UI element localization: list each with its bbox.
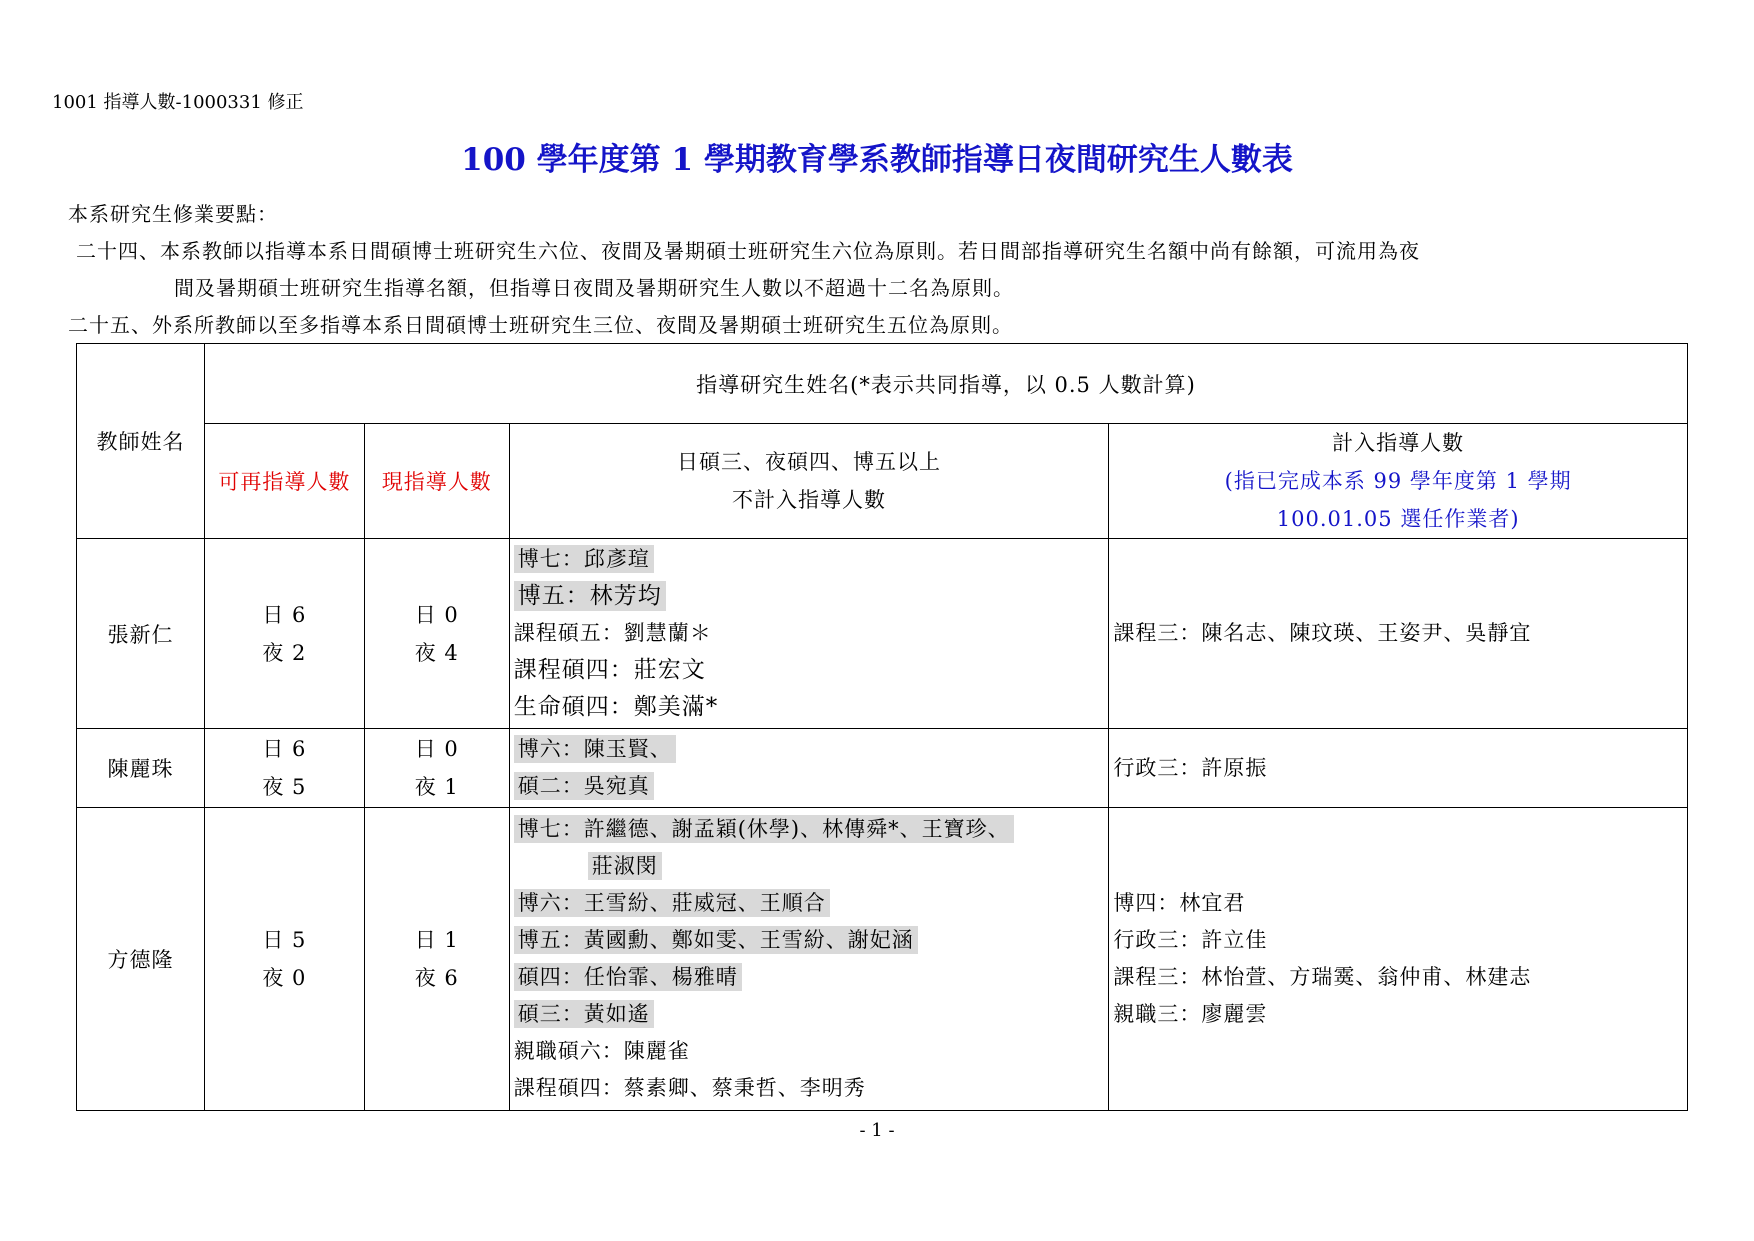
- day-count: 日 6: [262, 737, 307, 761]
- rules-section: [68, 196, 1708, 344]
- teacher-name: 方德隆: [77, 808, 205, 1111]
- student-entry: 博五：黃國勳、鄭如雯、王雪紛、謝妃涵: [514, 926, 918, 954]
- rule-24-line-2: 間及暑期碩士班研究生指導名額，但指導日夜間及暑期研究生人數以不超過十二名為原則。: [174, 276, 1014, 300]
- student-entry: 課程碩四：蔡素卿、蔡秉哲、李明秀: [513, 1076, 866, 1100]
- student-entry: 碩四：任怡霏、楊雅晴: [514, 963, 742, 991]
- can-supervise-header: 可再指導人數: [204, 424, 364, 539]
- student-entry: 課程碩五：劉慧蘭＊: [513, 621, 712, 645]
- rule-24-line-1: 二十四、本系教師以指導本系日間碩博士班研究生六位、夜間及暑期碩士班研究生六位為原則。若日間部指導研究生名額中尚有餘額，可流用為夜: [76, 239, 1420, 263]
- student-entry: 博四：林宜君: [1113, 891, 1246, 915]
- counted-students: [1109, 808, 1688, 1111]
- counted-header: [1109, 424, 1688, 539]
- supervision-table: [76, 343, 1688, 1111]
- counted-students: [1109, 539, 1688, 729]
- rules-heading: 本系研究生修業要點：: [68, 202, 278, 226]
- student-entry: 行政三：許立佳: [1113, 928, 1268, 952]
- student-entry: 課程三：陳名志、陳玟瑛、王姿尹、吳靜宜: [1113, 621, 1532, 645]
- student-entry: 親職三：廖麗雲: [1113, 1002, 1268, 1026]
- teacher-name: 張新仁: [77, 539, 205, 729]
- teacher-name: 陳麗珠: [77, 729, 205, 808]
- excluded-students: [509, 729, 1109, 808]
- table-row: [77, 539, 1688, 729]
- counted-students: [1109, 729, 1688, 808]
- page-number: - 1 -: [859, 1120, 895, 1141]
- excluded-students: [509, 539, 1109, 729]
- current-supervise-count: [364, 729, 509, 808]
- student-entry: 博五：林芳均: [514, 581, 666, 611]
- student-entry: 親職碩六：陳麗雀: [513, 1039, 690, 1063]
- counted-header-line-3: 100.01.05 選任作業者): [1276, 507, 1520, 531]
- teacher-name-header: 教師姓名: [77, 344, 205, 539]
- night-count: 夜 5: [262, 775, 307, 799]
- counted-header-line-1: 計入指導人數: [1332, 431, 1465, 455]
- night-count: 夜 4: [414, 640, 459, 665]
- day-count: 日 1: [414, 928, 459, 952]
- student-entry: 博七：許繼德、謝孟穎(休學)、林傳舜*、王寶珍、: [514, 815, 1014, 843]
- student-entry: 課程三：林怡萱、方瑞霙、翁仲甫、林建志: [1113, 965, 1532, 989]
- student-entry: 博七：邱彥瑄: [514, 545, 654, 573]
- current-supervise-count: [364, 808, 509, 1111]
- counted-header-line-2: (指已完成本系 99 學年度第 1 學期: [1224, 469, 1572, 493]
- student-entry: 博六：陳玉賢、: [514, 735, 676, 763]
- night-count: 夜 1: [414, 775, 459, 799]
- excluded-header: [509, 424, 1109, 539]
- current-supervise-header: 現指導人數: [364, 424, 509, 539]
- can-supervise-count: [204, 808, 364, 1111]
- night-count: 夜 6: [414, 966, 459, 990]
- excluded-header-line-1: 日碩三、夜碩四、博五以上: [677, 450, 942, 474]
- table-row: [77, 729, 1688, 808]
- excluded-students: [509, 808, 1109, 1111]
- students-header: 指導研究生姓名(*表示共同指導，以 0.5 人數計算): [204, 344, 1687, 424]
- header-note: 1001 指導人數-1000331 修正: [52, 92, 304, 113]
- student-entry: 行政三：許原振: [1113, 755, 1268, 780]
- can-supervise-count: [204, 539, 364, 729]
- student-entry: 碩三：黃如遙: [514, 1000, 654, 1028]
- table-row: [77, 808, 1688, 1111]
- current-supervise-count: [364, 539, 509, 729]
- can-supervise-count: [204, 729, 364, 808]
- night-count: 夜 2: [262, 640, 307, 665]
- day-count: 日 5: [262, 928, 307, 952]
- rule-25: 二十五、外系所教師以至多指導本系日間碩博士班研究生三位、夜間及暑期碩士班研究生五位為原則。: [68, 313, 1013, 337]
- day-count: 日 0: [414, 602, 459, 627]
- student-entry: 碩二：吳宛真: [514, 772, 654, 800]
- student-entry: 課程碩四：莊宏文: [513, 657, 706, 683]
- student-entry: 博六：王雪紛、莊威冠、王順合: [514, 889, 830, 917]
- student-entry: 生命碩四：鄭美滿*: [513, 694, 719, 720]
- excluded-header-line-2: 不計入指導人數: [732, 488, 887, 512]
- document-title: 100 學年度第 1 學期教育學系教師指導日夜間研究生人數表: [461, 142, 1293, 178]
- night-count: 夜 0: [262, 966, 307, 990]
- day-count: 日 0: [414, 737, 459, 761]
- day-count: 日 6: [262, 602, 307, 627]
- student-entry: 莊淑閔: [588, 852, 662, 880]
